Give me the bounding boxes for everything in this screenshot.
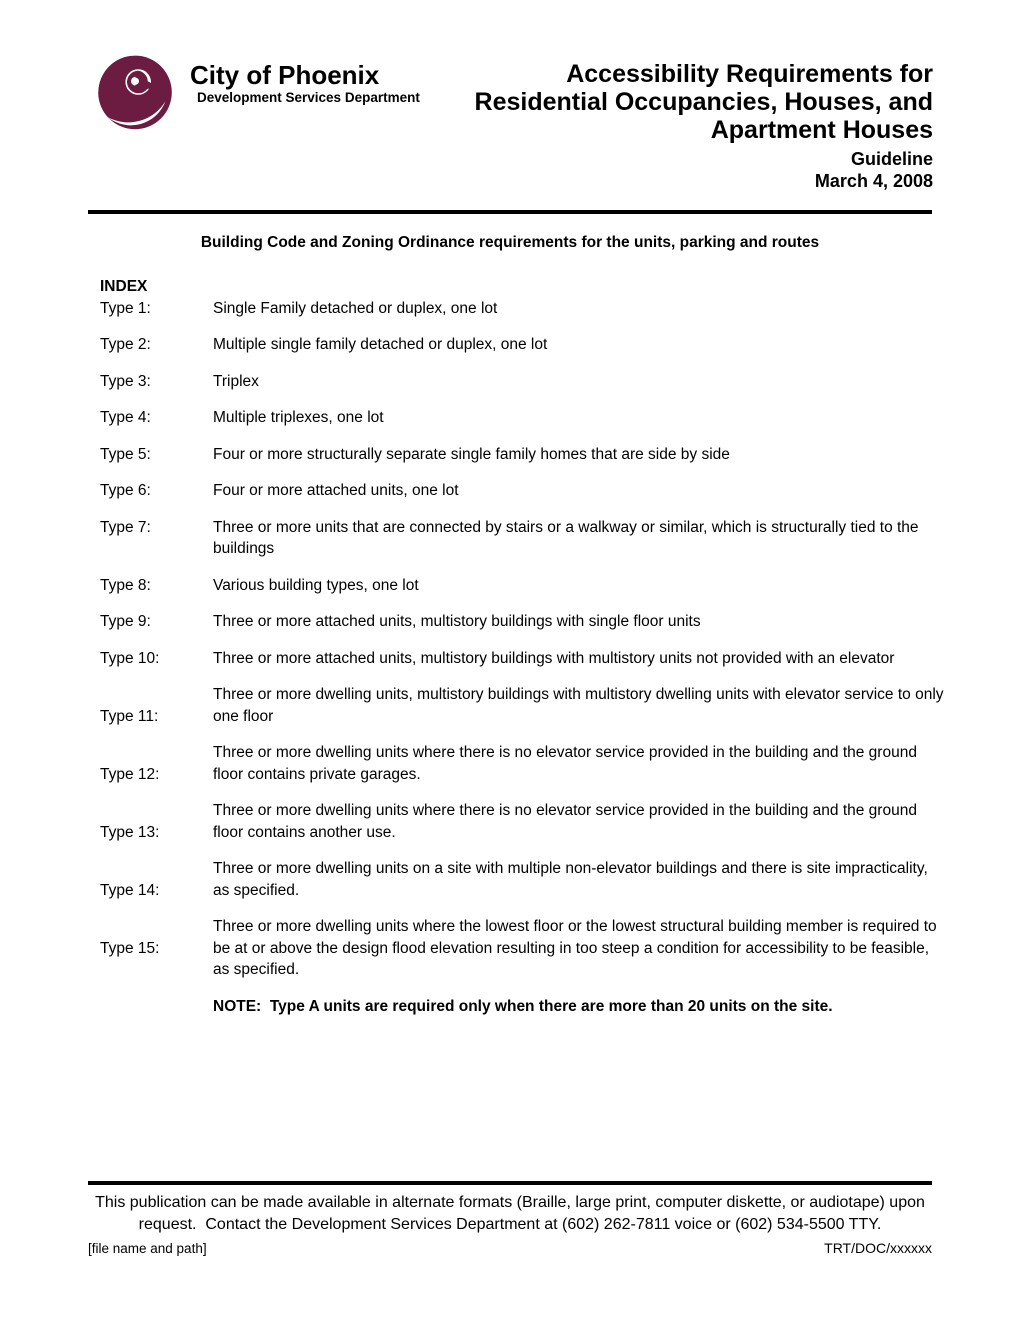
- index-entry-label: Type 1:: [100, 299, 151, 317]
- index-entry-label: Type 10:: [100, 649, 160, 667]
- index-entry: [100, 858, 948, 901]
- doc-date: March 4, 2008: [814, 171, 933, 191]
- footer-meta-row: [88, 1240, 932, 1256]
- index-entry: [100, 800, 948, 843]
- index-entry-description: Multiple triplexes, one lot: [213, 409, 384, 426]
- footer-doc-code: TRT/DOC/xxxxxx: [824, 1240, 932, 1256]
- index-rows: [100, 298, 948, 981]
- section-heading: Building Code and Zoning Ordinance requirements for the units, parking and routes: [200, 234, 820, 251]
- index-entry-label: Type 14:: [100, 881, 160, 899]
- page-title-line-3: Apartment Houses: [710, 116, 933, 144]
- index-entry-label: Type 2:: [100, 336, 151, 353]
- index-note: NOTE: Type A units are required only when there are more than 20 units on the site.: [213, 997, 833, 1015]
- header-divider: [88, 210, 932, 214]
- index-entry-label: Type 8:: [100, 576, 151, 594]
- index-entry-label: Type 7:: [100, 518, 151, 536]
- footer-divider: [88, 1181, 932, 1185]
- index-entry: [100, 916, 948, 981]
- index-entry: [100, 648, 948, 670]
- index-entry: [100, 334, 948, 356]
- index-entry-description: Three or more units that are connected by stairs or a walkway or similar, which is structurally tied to the buildings: [213, 518, 919, 557]
- index-entry: [100, 684, 948, 727]
- index-entry: [100, 575, 948, 597]
- index-entry-description: Four or more structurally separate single family homes that are side by side: [213, 445, 730, 463]
- index-entry-label: Type 12:: [100, 765, 160, 783]
- index-entry-description: Four or more attached units, one lot: [213, 482, 459, 499]
- index-entry-label: Type 9:: [100, 613, 151, 630]
- index-entry-label: Type 5:: [100, 445, 151, 463]
- index-entry-description: Three or more dwelling units where there is no elevator service provided in the building and the ground floor contains private garages.: [213, 744, 917, 783]
- org-name: City of Phoenix: [190, 60, 380, 90]
- doc-type-label: Guideline: [850, 149, 933, 169]
- index-entry: [100, 517, 948, 560]
- index-entry-description: Multiple single family detached or duplex, one lot: [213, 336, 548, 353]
- index-entry-description: Three or more attached units, multistory buildings with single floor units: [213, 613, 701, 630]
- page-title-line-1: Accessibility Requirements for: [566, 60, 933, 88]
- index-entry-description: Three or more dwelling units where there is no elevator service provided in the building and the ground floor contains another use.: [213, 802, 917, 841]
- org-department: Development Services Department: [197, 90, 420, 105]
- index-section: [100, 276, 948, 1017]
- page-title: [313, 60, 933, 192]
- index-entry: [100, 742, 948, 785]
- index-entry: [100, 407, 948, 429]
- index-entry-label: Type 3:: [100, 372, 151, 390]
- index-entry: [100, 444, 948, 466]
- index-entry-description: Three or more dwelling units on a site with multiple non-elevator buildings and there is site impracticality, as specified.: [213, 860, 928, 899]
- index-entry-description: Various building types, one lot: [213, 576, 419, 594]
- footer-availability-text: This publication can be made available in alternate formats (Braille, large print, computer diskette, or audiotape) upon request. Contact the Development Services Department at (602) 262-7811 voice or (602) 534-5500 TTY.: [95, 1194, 930, 1233]
- index-entry-label: Type 6:: [100, 482, 151, 499]
- page-title-line-2: Residential Occupancies, Houses, and: [474, 88, 933, 116]
- index-entry-description: Three or more attached units, multistory buildings with multistory units not provided with an elevator: [213, 649, 895, 667]
- index-entry-label: Type 15:: [100, 939, 160, 957]
- index-entry: [100, 298, 948, 320]
- index-entry-description: Three or more dwelling units where the lowest floor or the lowest structural building member is required to be at or above the design flood elevation resulting in too steep a condition for accessibility to be feasible, as specified.: [213, 918, 937, 978]
- index-entry-description: Triplex: [213, 372, 259, 390]
- index-entry-label: Type 13:: [100, 823, 160, 841]
- index-title: INDEX: [100, 278, 148, 295]
- index-entry: [100, 611, 948, 633]
- index-entry: [100, 371, 948, 393]
- footer-file-label: [file name and path]: [88, 1241, 207, 1256]
- index-entry-label: Type 4:: [100, 409, 151, 426]
- index-entry-label: Type 11:: [100, 707, 159, 725]
- index-entry-description: Three or more dwelling units, multistory buildings with multistory dwelling units with elevator service to only one floor: [213, 686, 944, 725]
- city-of-phoenix-logo-icon: [95, 47, 175, 133]
- index-entry-description: Single Family detached or duplex, one lot: [213, 299, 498, 317]
- index-entry: [100, 480, 948, 502]
